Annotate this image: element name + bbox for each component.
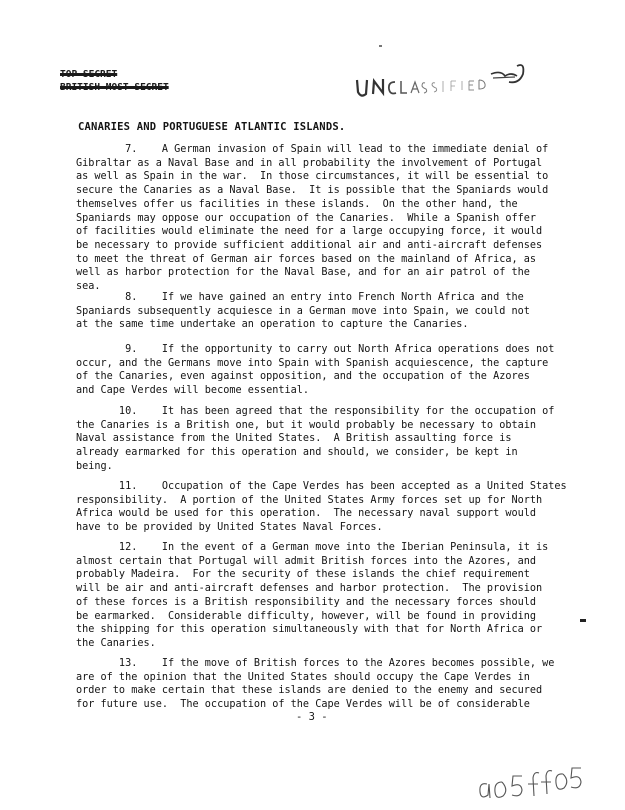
paragraph-line: be earmarked. Considerable difficulty, however, will be found in providing	[76, 610, 537, 622]
paragraph-line: the Canaries.	[76, 637, 156, 649]
paragraph-line: 11. Occupation of the Cape Verdes has been accepted as a United States	[76, 481, 567, 492]
paragraph-line: Africa would be used for this operation. The necessary naval support would	[76, 508, 537, 520]
page-number: - 3 -	[296, 711, 328, 723]
paragraph-line: almost certain that Portugal will admit British forces into the Azores, and	[76, 555, 537, 567]
paragraph-line: 8. If we have gained an entry into French North Africa and the	[76, 292, 524, 303]
paragraph-line: 9. If the opportunity to carry out North Africa operations does not	[76, 344, 555, 355]
paragraph-line: Spaniards subsequently acquiesce in a German move into Spain, we could not	[76, 305, 530, 317]
paragraph-line: have to be provided by United States Naval Forces.	[76, 522, 383, 534]
section-title: CANARIES AND PORTUGUESE ATLANTIC ISLANDS.	[78, 121, 346, 133]
paragraph-line: are of the opinion that the United States should occupy the Cape Verdes in	[76, 671, 530, 683]
paragraph-line: sea.	[76, 281, 101, 293]
paragraph-line: 10. It has been agreed that the responsibility for the occupation of	[76, 406, 555, 417]
paragraph-line: be necessary to provide sufficient additional air and anti-aircraft defenses	[76, 239, 543, 251]
scan-speck	[379, 45, 382, 47]
paragraph-line: of facilities would eliminate the need for a large occupying force, it would	[76, 226, 543, 238]
paragraph-10	[76, 405, 566, 474]
paragraph-line: Spaniards may oppose our occupation of the Canaries. While a Spanish offer	[76, 212, 537, 224]
paragraph-line: responsibility. A portion of the United States Army forces set up for North	[76, 494, 543, 506]
paragraph-line: Naval assistance from the United States. A British assaulting force is	[76, 433, 512, 445]
paragraph-7	[76, 143, 566, 294]
handwritten-archive-number	[475, 762, 585, 804]
paragraph-line: well as harbor protection for the Naval Base, and for an air patrol of the	[76, 267, 530, 279]
paragraph-line: 12. In the event of a German move into the Iberian Peninsula, it is	[76, 542, 549, 553]
paragraph-9	[76, 343, 566, 398]
paragraph-line: for future use. The occupation of the Cape Verdes will be of considerable	[76, 699, 530, 711]
margin-mark	[580, 619, 586, 622]
paragraph-line: of the Canaries, even against opposition, and the occupation of the Azores	[76, 371, 530, 383]
paragraph-line: of these forces is a British responsibility and the necessary forces should	[76, 596, 537, 608]
paragraph-line: and Cape Verdes will become essential.	[76, 385, 310, 397]
paragraph-line: at the same time undertake an operation to capture the Canaries.	[76, 319, 469, 331]
paragraph-line: 7. A German invasion of Spain will lead to the immediate denial of	[76, 144, 549, 155]
handwritten-archive-number-graphic	[475, 762, 585, 804]
paragraph-line: to meet the threat of German air forces based on the mainland of Africa, as	[76, 253, 537, 265]
paragraph-line: already earmarked for this operation and should, we consider, be kept in	[76, 447, 518, 459]
classification-marking	[60, 68, 169, 94]
classification-line-2: BRITISH MOST SECRET	[60, 82, 169, 93]
paragraph-line: the Canaries is a British one, but it would probably be necessary to obtain	[76, 419, 537, 431]
paragraph-12	[76, 541, 566, 651]
unclassified-stamp	[355, 52, 535, 102]
paragraph-8	[76, 291, 566, 332]
paragraph-line: will be air and anti-aircraft defenses and harbor protection. The provision	[76, 583, 543, 595]
paragraph-line: being.	[76, 460, 113, 472]
paragraph-line: secure the Canaries as a Naval Base. It is possible that the Spaniards would	[76, 185, 549, 197]
classification-line-1: TOP SECRET	[60, 69, 118, 80]
paragraph-line: 13. If the move of British forces to the Azores becomes possible, we	[76, 658, 555, 669]
unclassified-stamp-graphic	[355, 52, 535, 102]
paragraph-line: Gibraltar as a Naval Base and in all probability the involvement of Portugal	[76, 157, 543, 169]
paragraph-line: as well as Spain in the war. In those circumstances, it will be essential to	[76, 171, 549, 183]
paragraph-line: occur, and the Germans move into Spain with Spanish acquiescence, the capture	[76, 357, 549, 369]
paragraph-line: the shipping for this operation simultaneously with that for North Africa or	[76, 624, 543, 636]
paragraph-line: themselves offer us facilities in these islands. On the other hand, the	[76, 198, 518, 210]
paragraph-line: probably Madeira. For the security of these islands the chief requirement	[76, 569, 530, 581]
paragraph-11	[76, 480, 566, 535]
paragraph-line: order to make certain that these islands are denied to the enemy and secured	[76, 685, 543, 697]
paragraph-13	[76, 657, 566, 712]
